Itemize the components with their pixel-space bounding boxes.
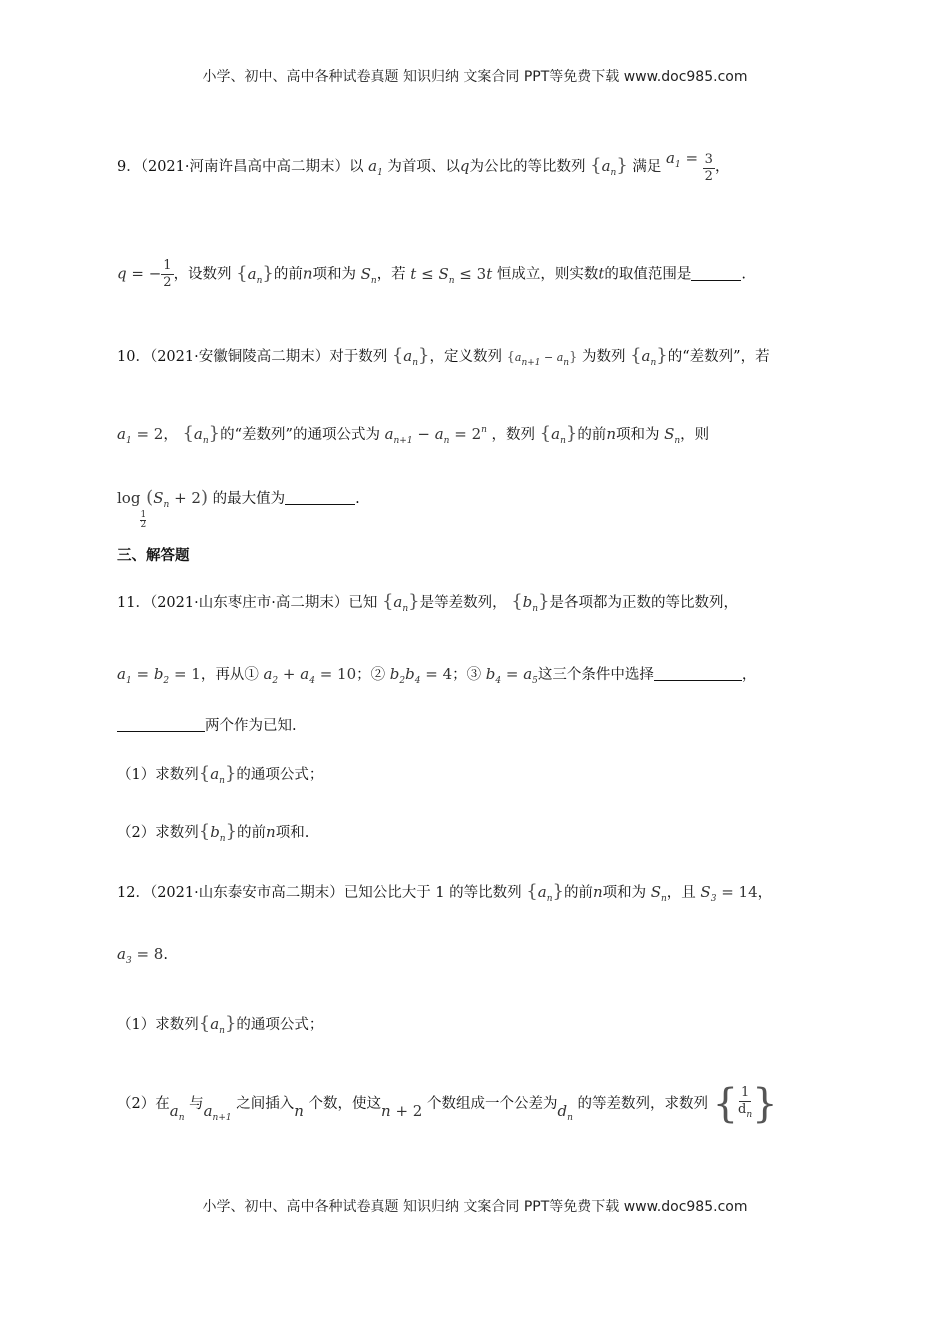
q12-part-1: （1）求数列$\{a_n\}$的通项公式； [117,1013,324,1036]
q9-line-2: q = − $\frac{1}{2}$ ，设数列 $\{a_n\}$的前n项和为 $S_n$，若 $t \le S_n \le 3t$ 恒成立，则实数t的取值范围是 . [117,258,746,290]
q10-line-3: log $_{\frac{1}{2}}$ $(S_n + 2)$ 的最大值为 . [117,487,360,530]
q11-part-1: （1）求数列$\{a_n\}$的通项公式； [117,763,324,786]
q10-line-2: $a_1 = 2$， $\{a_n\}$的“差数列”的通项公式为 $a_{n+1} - a_n = 2^n$ ，数列 $\{a_n\}$的前n项和为 $S_n$，则 [117,423,710,446]
answer-blank [117,717,205,732]
answer-blank [285,490,355,505]
q12-line-2: $a_3 = 8$. [117,945,168,966]
page-header: 小学、初中、高中各种试卷真题 知识归纳 文案合同 PPT等免费下载 www.doc985.com [202,69,748,85]
q12-part-2: （2）在$a_n$ 与$a_{n+1}$ 之间插入n 个数，使这n + 2 个数组成一个公差为$d_n$ 的等差数列，求数列 { $\frac{1}{d_n}$ } [117,1081,778,1127]
page-footer: 小学、初中、高中各种试卷真题 知识归纳 文案合同 PPT等免费下载 www.doc985.com [202,1199,748,1215]
answer-blank [691,266,741,281]
q11-line-1: 11．（2021·山东枣庄市·高二期末）已知 $\{a_n\}$是等差数列， $\{b_n\}$是各项都为正数的等比数列， [117,591,739,614]
q11-line-2: $a_1 = b_2 = 1$，再从① $a_2 + a_4 = 10$；② $b_2b_4 = 4$；③ $b_4 = a_5$这三个条件中选择 ， [117,665,757,686]
q11-line-3: 两个作为已知. [117,716,297,736]
q12-line-1: 12．（2021·山东泰安市高二期末）已知公比大于 1 的等比数列 $\{a_n\}$的前n项和为 $S_n$，且 $S_3 = 14$， [117,881,773,904]
q11-part-2: （2）求数列$\{b_n\}$的前n项和. [117,821,310,844]
q10-line-1: 10．（2021·安徽铜陵高二期末）对于数列 $\{a_n\}$，定义数列 $\{a_{n+1} - a_n\}$ 为数列 $\{a_n\}$的“差数列”，若 [117,345,770,368]
section-title: 三、解答题 [117,548,190,564]
answer-blank [654,666,742,681]
q9-line-1: 9．（2021·河南许昌高中高二期末）以 $a_1$ 为首项、以q为公比的等比数列 $\{a_n\}$ 满足 $a_1$ = $\frac{3}{2}$ ， [117,149,730,184]
